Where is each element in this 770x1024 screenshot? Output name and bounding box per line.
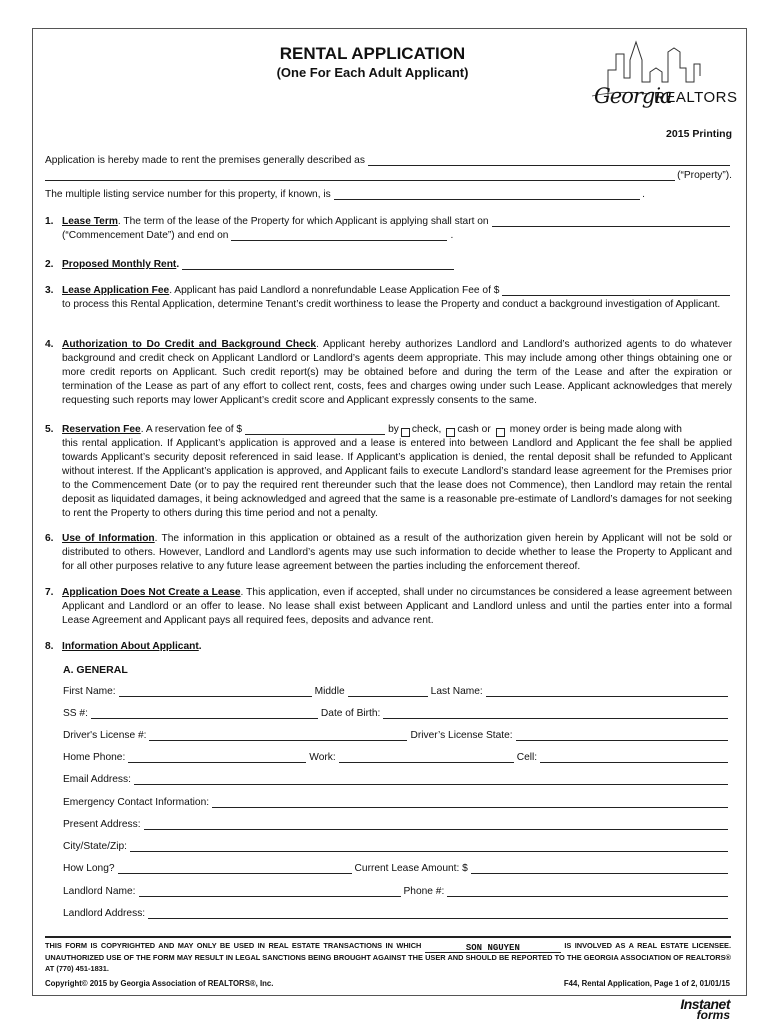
section-end: . bbox=[450, 230, 454, 242]
phone-input[interactable] bbox=[447, 886, 728, 897]
dob-label: Date of Birth: bbox=[320, 708, 381, 719]
ss-row bbox=[63, 707, 730, 721]
landlord-name-input[interactable] bbox=[139, 886, 401, 897]
phone-row bbox=[63, 751, 730, 765]
current-lease-input[interactable] bbox=[471, 863, 728, 874]
section-text: . The term of the lease of the Property for which Applicant is applying shall start on bbox=[117, 216, 489, 227]
landlord-name-label: Landlord Name: bbox=[63, 886, 136, 897]
how-long-input[interactable] bbox=[118, 863, 352, 874]
licensee-name: SON NGUYEN bbox=[425, 943, 561, 953]
work-input[interactable] bbox=[339, 752, 514, 763]
email-input[interactable] bbox=[134, 774, 728, 785]
section-text: . bbox=[198, 641, 202, 652]
dl-state-label: Driver’s License State: bbox=[410, 730, 513, 741]
section-number: 1. bbox=[45, 216, 54, 227]
lease-start-input[interactable] bbox=[492, 216, 730, 227]
section-text: . A reservation fee of $ bbox=[140, 424, 243, 435]
emergency-input[interactable] bbox=[212, 797, 728, 808]
dl-input[interactable] bbox=[149, 730, 407, 741]
page-title: RENTAL APPLICATION bbox=[279, 44, 466, 63]
dl-state-input[interactable] bbox=[516, 730, 728, 741]
mls-input[interactable] bbox=[334, 189, 640, 200]
section-number: 3. bbox=[45, 285, 54, 296]
current-lease-label: Current Lease Amount: $ bbox=[354, 863, 468, 874]
section-applicant-info bbox=[45, 640, 732, 654]
reservation-fee-input[interactable] bbox=[245, 424, 385, 435]
property-suffix: (“Property”). bbox=[677, 170, 732, 181]
city-input[interactable] bbox=[130, 841, 728, 852]
middle-label: Middle bbox=[314, 686, 345, 697]
printing-label: 2015 Printing bbox=[666, 128, 732, 140]
name-row bbox=[63, 685, 730, 699]
section-text-2: to process this Rental Application, determine Tenant’s credit worthiness to lease the Property and conduct a background investigation of Applicant. bbox=[62, 299, 721, 311]
landlord-address-input[interactable] bbox=[148, 908, 728, 919]
section-text-2: (“Commencement Date”) and end on bbox=[62, 230, 229, 242]
form-id: F44, Rental Application, Page 1 of 2, 01/01/15 bbox=[563, 979, 730, 988]
section-lease-term bbox=[45, 215, 732, 243]
mls-label: The multiple listing service number for this property, if known, is bbox=[45, 189, 331, 200]
section-use-of-information bbox=[45, 532, 732, 574]
how-long-label: How Long? bbox=[63, 863, 115, 874]
section-number: 8. bbox=[45, 641, 54, 652]
section-heading: Use of Information bbox=[62, 533, 155, 544]
section-heading: Proposed Monthly Rent bbox=[62, 259, 177, 270]
property-input-2[interactable] bbox=[45, 170, 675, 181]
home-phone-label: Home Phone: bbox=[63, 752, 126, 763]
section-heading: Lease Term bbox=[62, 216, 118, 227]
section-application-fee bbox=[45, 284, 732, 312]
check-label: check, bbox=[411, 424, 442, 435]
present-address-row bbox=[63, 818, 730, 832]
section-text: . The information in this application or obtained as a result of the authorization given herein by Applicant will not be sold or distributed to others. However, Landlord and Landlord’s agents may use such information to decide whether to lease the Property to Applicant and for all other purposes relative to any future lease agreement between the parties including the enforcement thereof. bbox=[62, 533, 733, 573]
copyright-line: Copyright© 2015 by Georgia Association of REALTORS®, Inc. bbox=[45, 979, 274, 988]
monthly-rent-input[interactable] bbox=[182, 259, 454, 270]
cell-label: Cell: bbox=[516, 752, 538, 763]
section-number: 7. bbox=[45, 587, 54, 598]
present-address-input[interactable] bbox=[144, 819, 728, 830]
license-row bbox=[63, 729, 730, 743]
copyright-notice bbox=[45, 936, 731, 974]
first-name-label: First Name: bbox=[63, 686, 116, 697]
instanet-logo bbox=[680, 997, 730, 1021]
mls-end: . bbox=[642, 189, 645, 200]
lease-end-input[interactable] bbox=[231, 230, 447, 241]
emergency-row bbox=[63, 796, 730, 810]
application-fee-input[interactable] bbox=[502, 285, 730, 296]
section-text-2: this rental application. If Applicant’s application is approved and a lease is entered into between Landlord and Applicant the fee shall be applied towards Applicant’s security deposit referenced in said lease. If Applicant’s application is denied, the rental deposit shall be refunded to Applicant without interest. If the Applicant’s application is approved, and Applicant fails to execute Landlord’s standard lease agreement for the Premises prior to the Commencement Date (or to pay the required rent thereunder such that the lease does not Commence), then Landlord may retain the rental deposit as liquidated damages, it being acknowledged and agreed that the same is a reasonable pre-estimate of Landlord’s damages for not seeking to rent the Property to others during this time period and not a penalty. bbox=[62, 438, 732, 520]
middle-input[interactable] bbox=[348, 686, 428, 697]
lease-amount-row bbox=[63, 862, 730, 876]
work-label: Work: bbox=[309, 752, 336, 763]
property-line-2 bbox=[45, 169, 732, 183]
by-label: by bbox=[388, 424, 399, 435]
forms-text: forms bbox=[696, 1008, 730, 1022]
section-text: . This application, even if accepted, shall under no circumstances be considered a lease agreement between Applicant and Landlord or an offer to lease. No lease shall exist between Applicant and Landlord unless and until the parties enter into a formal Lease Agreement and Applicant pays all required fees, deposits and advance rent. bbox=[62, 587, 732, 627]
georgia-realtors-logo bbox=[590, 38, 738, 124]
first-name-input[interactable] bbox=[119, 686, 312, 697]
section-reservation-fee bbox=[45, 423, 732, 522]
section-number: 4. bbox=[45, 339, 54, 350]
skyline-icon bbox=[590, 38, 738, 124]
cash-checkbox[interactable] bbox=[446, 428, 455, 437]
section-number: 2. bbox=[45, 259, 54, 270]
section-heading: Authorization to Do Credit and Background Check bbox=[62, 339, 317, 350]
present-address-label: Present Address: bbox=[63, 819, 141, 830]
phone-label: Phone #: bbox=[403, 886, 445, 897]
instanet-text: Instanet bbox=[680, 996, 730, 1012]
cash-label: cash or bbox=[457, 424, 491, 435]
section-number: 5. bbox=[45, 424, 54, 435]
last-name-input[interactable] bbox=[486, 686, 728, 697]
ss-input[interactable] bbox=[91, 708, 318, 719]
section-heading: Reservation Fee bbox=[62, 424, 141, 435]
email-row bbox=[63, 773, 730, 787]
money-order-label: money order is being made along with bbox=[509, 424, 682, 435]
email-label: Email Address: bbox=[63, 774, 131, 785]
check-checkbox[interactable] bbox=[401, 428, 410, 437]
logo-script-text: Georgia bbox=[594, 84, 672, 108]
section-text: . Applicant hereby authorizes Landlord and Landlord’s authorized agents to do whatever background and credit check on Applicant Landlord or Landlord’s agents deem appropriate. This may include among other things obtaining one or more credit reports on Applicant. Such credit report(s) may be obtained before and during the term of the Lease and after the expiration or termination of the Lease as part of any effort to collect rent, costs, fees and charges owing under such Lease. Applicant acknowledges that merely requesting such reports may lower Applicant’s credit score and Applicant expressly consents to the same. bbox=[62, 339, 732, 407]
city-label: City/State/Zip: bbox=[63, 841, 127, 852]
property-line bbox=[45, 154, 732, 168]
page-subtitle: (One For Each Adult Applicant) bbox=[276, 65, 469, 80]
section-text: . bbox=[176, 259, 180, 270]
emergency-label: Emergency Contact Information: bbox=[63, 797, 210, 808]
dl-label: Driver's License #: bbox=[63, 730, 147, 741]
home-phone-input[interactable] bbox=[128, 752, 306, 763]
section-text: . Applicant has paid Landlord a nonrefundable Lease Application Fee of $ bbox=[169, 285, 500, 296]
cell-input[interactable] bbox=[540, 752, 728, 763]
landlord-address-label: Landlord Address: bbox=[63, 908, 146, 919]
landlord-address-row bbox=[63, 907, 730, 921]
section-number: 6. bbox=[45, 533, 54, 544]
landlord-row bbox=[63, 885, 730, 899]
section-heading: Application Does Not Create a Lease bbox=[62, 587, 241, 598]
logo-name-text: REALTORS bbox=[654, 89, 738, 106]
city-row bbox=[63, 840, 730, 854]
money-order-checkbox[interactable] bbox=[496, 428, 505, 437]
section-no-lease bbox=[45, 586, 732, 628]
property-input[interactable] bbox=[368, 155, 730, 166]
ss-label: SS #: bbox=[63, 708, 88, 719]
general-heading: A. GENERAL bbox=[63, 664, 128, 676]
section-monthly-rent bbox=[45, 258, 732, 272]
mls-line bbox=[45, 188, 645, 202]
last-name-label: Last Name: bbox=[430, 686, 483, 697]
property-label: Application is hereby made to rent the premises generally described as bbox=[45, 155, 365, 166]
section-heading: Information About Applicant bbox=[62, 641, 199, 652]
notice-text-2: IS INVOLVED AS A REAL ESTATE LICENSEE. UNAUTHORIZED USE OF THE FORM MAY RESULT IN LEGAL SANCTIONS BEING BROUGHT AGAINST THE USER AND SHOULD BE REPORTED TO THE GEORGIA ASSOCIATION OF REALTORS® AT (770) 451-1831. bbox=[45, 941, 732, 973]
section-authorization bbox=[45, 338, 732, 408]
notice-text: THIS FORM IS COPYRIGHTED AND MAY ONLY BE USED IN REAL ESTATE TRANSACTIONS IN WHICH bbox=[45, 941, 422, 950]
dob-input[interactable] bbox=[383, 708, 728, 719]
section-heading: Lease Application Fee bbox=[62, 285, 170, 296]
